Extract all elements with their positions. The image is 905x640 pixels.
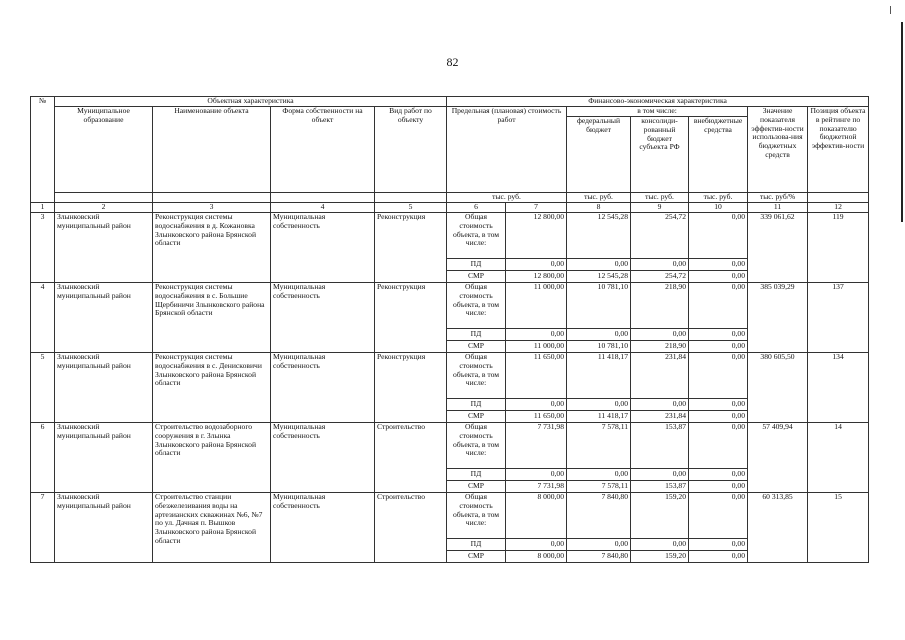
col-number: 12 (808, 203, 869, 213)
pd-label: ПД (447, 259, 506, 271)
ownership-cell: Муниципальная собственность (271, 283, 375, 353)
unit-federal: тыс. руб. (567, 193, 631, 203)
consolidated-value: 153,87 (631, 423, 689, 469)
header-efficiency: Значение показателя эффектив-ности использова-ния бюджетных средств (748, 107, 808, 193)
object-name-cell: Реконструкция системы водоснабжения в д. Кожановка Злынковского района Брянской области (153, 213, 271, 283)
smr-value: 0,00 (689, 481, 748, 493)
smr-value: 0,00 (689, 271, 748, 283)
header-municipality: Муниципальное образование (55, 107, 153, 193)
extrabudget-value: 0,00 (689, 423, 748, 469)
pd-value: 0,00 (506, 329, 567, 341)
pd-value: 0,00 (506, 539, 567, 551)
rating-value: 14 (808, 423, 869, 493)
consolidated-value: 254,72 (631, 213, 689, 259)
total-cost-label: Общая стоимость объекта, в том числе: (447, 493, 506, 539)
total-cost-value: 12 800,00 (506, 213, 567, 259)
work-type-cell: Реконструкция (375, 353, 447, 423)
municipality-cell: Злынковский муниципальный район (55, 283, 153, 353)
smr-value: 153,87 (631, 481, 689, 493)
pd-value: 0,00 (631, 399, 689, 411)
smr-value: 254,72 (631, 271, 689, 283)
table-row (31, 493, 869, 539)
smr-value: 11 000,00 (506, 341, 567, 353)
header-including: в том числе: (567, 107, 748, 117)
header-ownership: Форма собственности на объект (271, 107, 375, 193)
table-row (31, 353, 869, 399)
object-name-cell: Реконструкция системы водоснабжения в с. Большие Щербиничи Злынковского района Брянской области (153, 283, 271, 353)
smr-value: 0,00 (689, 411, 748, 423)
efficiency-value: 339 061,62 (748, 213, 808, 283)
smr-value: 7 840,80 (567, 551, 631, 563)
pd-label: ПД (447, 399, 506, 411)
row-number: 5 (31, 353, 55, 423)
header-consolidated: консолиди-рованный бюджет субъекта РФ (631, 117, 689, 193)
total-cost-value: 11 000,00 (506, 283, 567, 329)
object-name-cell: Строительство водозаборного сооружения в г. Злынка Злынковского района Брянской области (153, 423, 271, 493)
table-row (31, 283, 869, 329)
pd-value: 0,00 (689, 329, 748, 341)
col-number: 9 (631, 203, 689, 213)
rating-value: 137 (808, 283, 869, 353)
header-work-type: Вид работ по объекту (375, 107, 447, 193)
row-number: 3 (31, 213, 55, 283)
pd-value: 0,00 (689, 539, 748, 551)
municipality-cell: Злынковский муниципальный район (55, 493, 153, 563)
efficiency-value: 60 313,85 (748, 493, 808, 563)
total-cost-label: Общая стоимость объекта, в том числе: (447, 353, 506, 399)
rating-value: 15 (808, 493, 869, 563)
col-number: 4 (271, 203, 375, 213)
pd-value: 0,00 (506, 399, 567, 411)
col-number: 5 (375, 203, 447, 213)
unit-consolidated: тыс. руб. (631, 193, 689, 203)
pd-value: 0,00 (689, 259, 748, 271)
federal-value: 7 578,11 (567, 423, 631, 469)
smr-label: СМР (447, 551, 506, 563)
extrabudget-value: 0,00 (689, 493, 748, 539)
efficiency-value: 385 039,29 (748, 283, 808, 353)
total-cost-value: 8 000,00 (506, 493, 567, 539)
header-max-cost: Предельная (плановая) стоимость работ (447, 107, 567, 193)
pd-label: ПД (447, 329, 506, 341)
rating-value: 119 (808, 213, 869, 283)
pd-value: 0,00 (567, 259, 631, 271)
table-header (31, 97, 869, 213)
smr-label: СМР (447, 411, 506, 423)
work-type-cell: Строительство (375, 493, 447, 563)
pd-value: 0,00 (506, 469, 567, 481)
work-type-cell: Строительство (375, 423, 447, 493)
smr-value: 11 418,17 (567, 411, 631, 423)
table-row (31, 213, 869, 259)
pd-value: 0,00 (567, 539, 631, 551)
object-name-cell: Строительство станции обезжелезивания воды на артезианских скважинах №6, №7 по ул. Дачная п. Вышков Злынковского района Брянской области (153, 493, 271, 563)
extrabudget-value: 0,00 (689, 353, 748, 399)
smr-value: 8 000,00 (506, 551, 567, 563)
smr-value: 0,00 (689, 341, 748, 353)
total-cost-label: Общая стоимость объекта, в том числе: (447, 423, 506, 469)
total-cost-value: 7 731,98 (506, 423, 567, 469)
pd-value: 0,00 (567, 399, 631, 411)
extrabudget-value: 0,00 (689, 213, 748, 259)
smr-value: 231,84 (631, 411, 689, 423)
col-number: 1 (31, 203, 55, 213)
municipality-cell: Злынковский муниципальный район (55, 353, 153, 423)
pd-value: 0,00 (631, 329, 689, 341)
col-number: 3 (153, 203, 271, 213)
ownership-cell: Муниципальная собственность (271, 493, 375, 563)
header-financial-characteristic: Финансово-экономическая характеристика (447, 97, 869, 107)
table-row (31, 423, 869, 469)
federal-value: 11 418,17 (567, 353, 631, 399)
pd-label: ПД (447, 539, 506, 551)
pd-value: 0,00 (506, 259, 567, 271)
pd-value: 0,00 (567, 329, 631, 341)
smr-value: 7 578,11 (567, 481, 631, 493)
col-number: 2 (55, 203, 153, 213)
pd-label: ПД (447, 469, 506, 481)
table-body (31, 213, 869, 563)
total-cost-label: Общая стоимость объекта, в том числе: (447, 213, 506, 259)
pd-value: 0,00 (631, 539, 689, 551)
col-number: 8 (567, 203, 631, 213)
col-number: 10 (689, 203, 748, 213)
col-number: 11 (748, 203, 808, 213)
federal-value: 12 545,28 (567, 213, 631, 259)
smr-value: 12 545,28 (567, 271, 631, 283)
project-table (30, 96, 869, 563)
smr-value: 159,20 (631, 551, 689, 563)
smr-value: 12 800,00 (506, 271, 567, 283)
smr-value: 0,00 (689, 551, 748, 563)
pd-value: 0,00 (689, 469, 748, 481)
pd-value: 0,00 (631, 259, 689, 271)
consolidated-value: 159,20 (631, 493, 689, 539)
smr-value: 11 650,00 (506, 411, 567, 423)
row-number: 4 (31, 283, 55, 353)
extrabudget-value: 0,00 (689, 283, 748, 329)
header-rating: Позиция объекта в рейтинге по показателю бюджетной эффектив-ности (808, 107, 869, 193)
column-numbers-row (31, 203, 869, 213)
smr-value: 218,90 (631, 341, 689, 353)
total-cost-label: Общая стоимость объекта, в том числе: (447, 283, 506, 329)
municipality-cell: Злынковский муниципальный район (55, 213, 153, 283)
col-number: 7 (506, 203, 567, 213)
header-federal: федеральный бюджет (567, 117, 631, 193)
consolidated-value: 231,84 (631, 353, 689, 399)
ownership-cell: Муниципальная собственность (271, 353, 375, 423)
row-number: 6 (31, 423, 55, 493)
unit-efficiency: тыс. руб/% (748, 193, 808, 203)
smr-label: СМР (447, 271, 506, 283)
total-cost-value: 11 650,00 (506, 353, 567, 399)
smr-label: СМР (447, 341, 506, 353)
unit-max-cost: тыс. руб. (447, 193, 567, 203)
federal-value: 7 840,80 (567, 493, 631, 539)
header-extrabudget: внебюджетные средства (689, 117, 748, 193)
smr-value: 10 781,10 (567, 341, 631, 353)
margin-mark (901, 22, 903, 222)
header-object-characteristic: Объектная характеристика (55, 97, 447, 107)
rating-value: 134 (808, 353, 869, 423)
work-type-cell: Реконструкция (375, 213, 447, 283)
col-number: 6 (447, 203, 506, 213)
consolidated-value: 218,90 (631, 283, 689, 329)
ownership-cell: Муниципальная собственность (271, 423, 375, 493)
efficiency-value: 57 409,94 (748, 423, 808, 493)
pd-value: 0,00 (567, 469, 631, 481)
row-number: 7 (31, 493, 55, 563)
tick-mark (890, 6, 891, 14)
smr-label: СМР (447, 481, 506, 493)
efficiency-value: 380 605,50 (748, 353, 808, 423)
pd-value: 0,00 (689, 399, 748, 411)
municipality-cell: Злынковский муниципальный район (55, 423, 153, 493)
unit-extrabudget: тыс. руб. (689, 193, 748, 203)
header-num: № (31, 97, 55, 203)
page-number: 82 (446, 55, 459, 69)
smr-value: 7 731,98 (506, 481, 567, 493)
object-name-cell: Реконструкция системы водоснабжения в с. Денисковичи Злынковского района Брянской области (153, 353, 271, 423)
federal-value: 10 781,10 (567, 283, 631, 329)
ownership-cell: Муниципальная собственность (271, 213, 375, 283)
header-object-name: Наименование объекта (153, 107, 271, 193)
work-type-cell: Реконструкция (375, 283, 447, 353)
pd-value: 0,00 (631, 469, 689, 481)
